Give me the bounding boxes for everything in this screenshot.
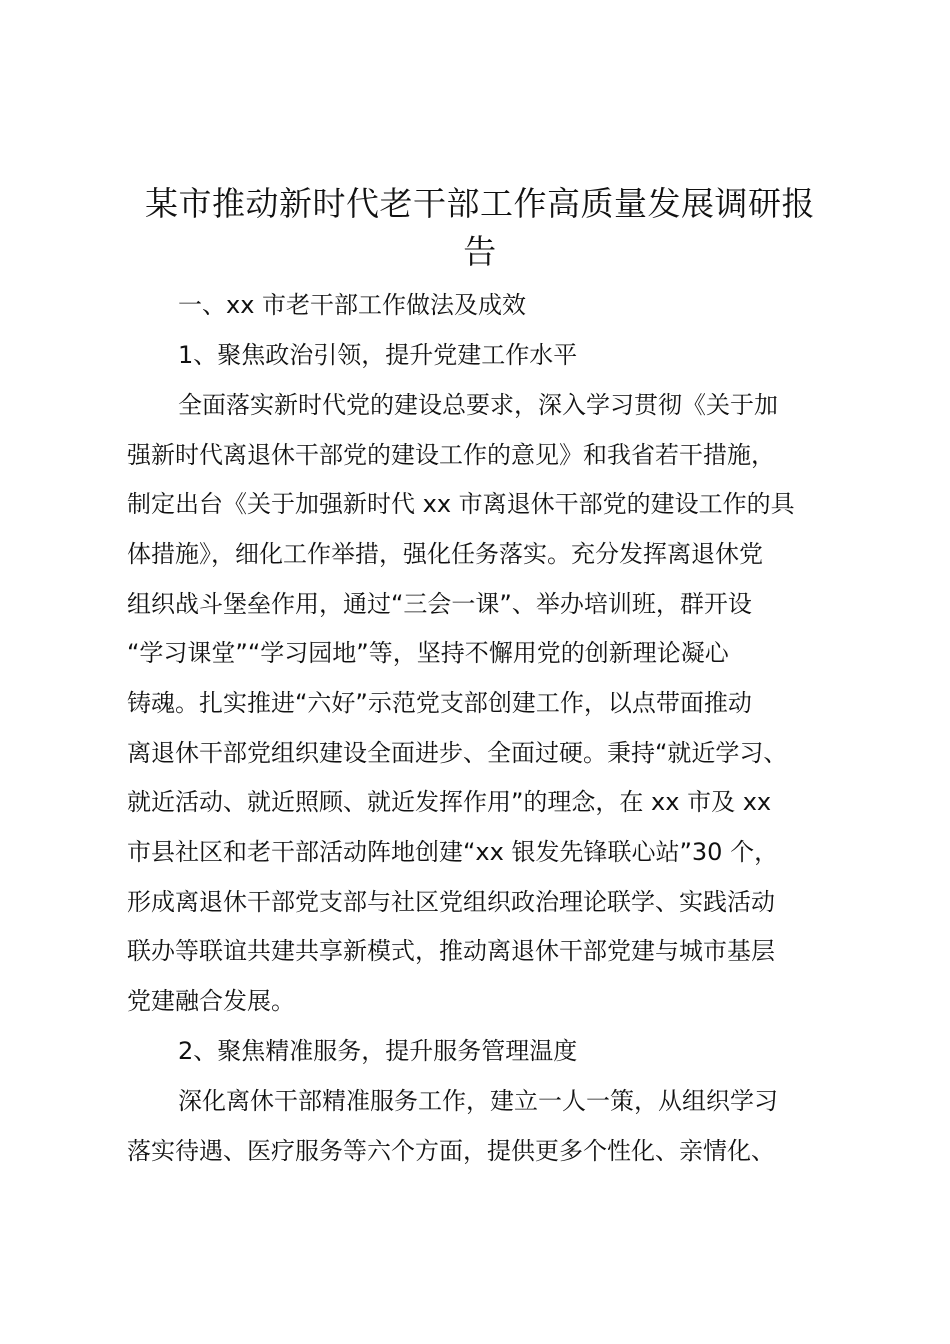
- paragraph-line: “学习课堂”“学习园地”等，坚持不懈用党的创新理论凝心: [127, 639, 729, 667]
- paragraph-line: 离退休干部党组织建设全面进步、全面过硬。秉持“就近学习、: [127, 739, 788, 767]
- paragraph-line: 体措施》，细化工作举措，强化任务落实。充分发挥离退休党: [127, 540, 763, 568]
- paragraph-line: 联办等联谊共建共享新模式，推动离退休干部党建与城市基层: [127, 937, 775, 965]
- paragraph-line: 强新时代离退休干部党的建设工作的意见》和我省若干措施，: [127, 441, 775, 469]
- title-line: 某市推动新时代老干部工作高质量发展调研报: [145, 184, 815, 223]
- paragraph-line: 深化离休干部精准服务工作，建立一人一策，从组织学习: [178, 1087, 778, 1115]
- paragraph-line: 党建融合发展。: [127, 987, 295, 1015]
- paragraph-line: 就近活动、就近照顾、就近发挥作用”的理念，在 xx 市及 xx: [127, 788, 772, 816]
- paragraph-line: 铸魂。扎实推进“六好”示范党支部创建工作，以点带面推动: [127, 689, 752, 717]
- sub-heading: 2、聚焦精准服务，提升服务管理温度: [178, 1037, 578, 1065]
- section-heading: 一、xx 市老干部工作做法及成效: [178, 291, 527, 319]
- paragraph-line: 落实待遇、医疗服务等六个方面，提供更多个性化、亲情化、: [127, 1137, 775, 1165]
- paragraph-line: 市县社区和老干部活动阵地创建“xx 银发先锋联心站”30 个，: [127, 838, 779, 866]
- paragraph-line: 形成离退休干部党支部与社区党组织政治理论联学、实践活动: [127, 888, 775, 916]
- title-line: 告: [463, 232, 497, 271]
- paragraph-line: 制定出台《关于加强新时代 xx 市离退休干部党的建设工作的具: [127, 490, 795, 518]
- paragraph-line: 组织战斗堡垒作用，通过“三会一课”、举办培训班，群开设: [127, 590, 752, 618]
- sub-heading: 1、聚焦政治引领，提升党建工作水平: [178, 341, 578, 369]
- document-title: [110, 180, 850, 276]
- paragraph-line: 全面落实新时代党的建设总要求，深入学习贯彻《关于加: [178, 391, 778, 419]
